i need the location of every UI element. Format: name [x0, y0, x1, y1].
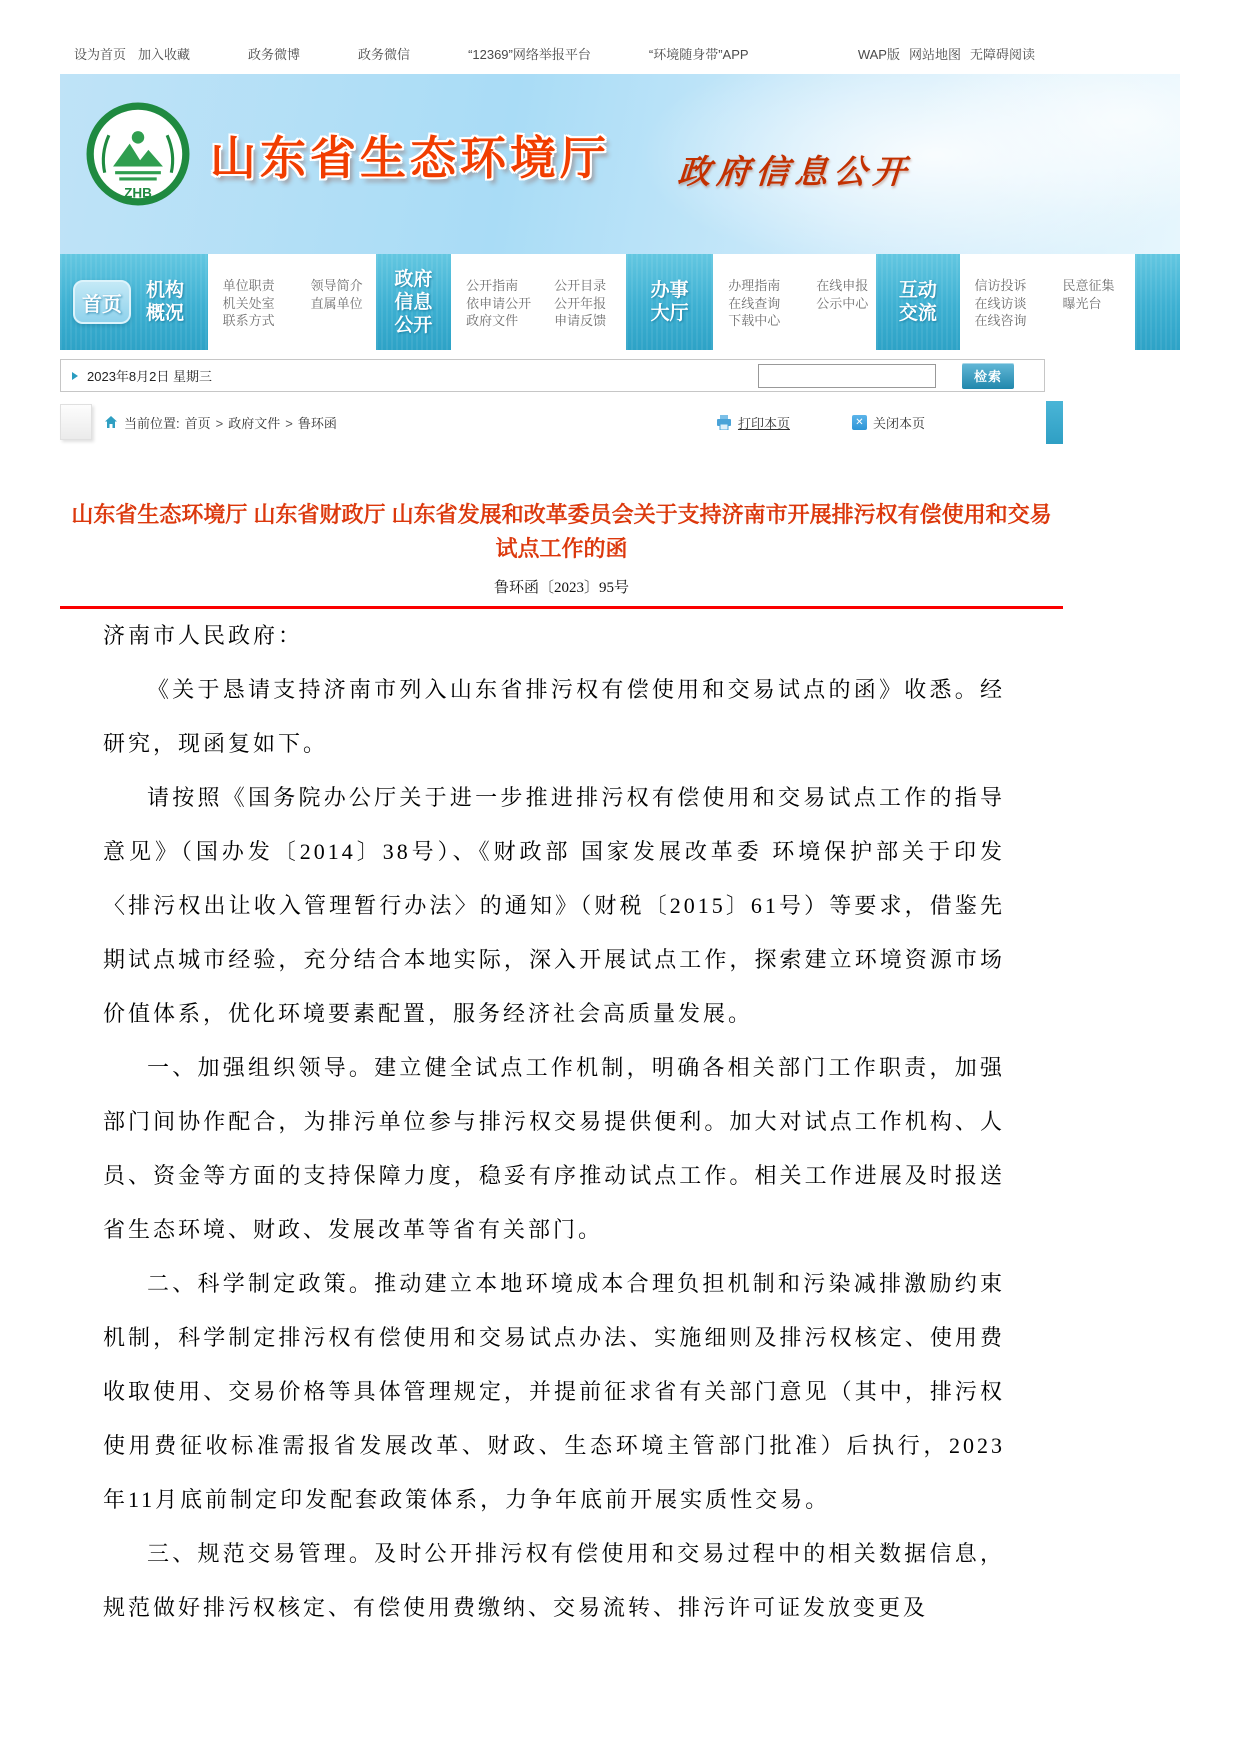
close-page-link[interactable]: 关闭本页: [872, 415, 925, 431]
nav-links-column: [554, 277, 626, 350]
topbar-link[interactable]: 政务微信: [358, 46, 411, 62]
topbar-link[interactable]: 政务微博: [248, 46, 301, 62]
home-icon: [104, 415, 118, 429]
breadcrumb: [60, 404, 1063, 440]
nav-links-column: [728, 277, 800, 350]
logo-text: ZHB: [124, 185, 152, 201]
nav-link[interactable]: 信访投诉: [974, 278, 1027, 293]
document-paragraph: 二、科学制定政策。推动建立本地环境成本合理负担机制和污染减排激励约束机制，科学制定排污权有偿使用和交易试点办法、实施细则及排污权核定、使用费收取使用、交易价格等具体管理规定，并提前征求省有关部门意见（其中，排污权使用费征收标准需报省发展改革、财政、生态环境主管部门批准）后执行，2023年11月底前制定印发配套政策体系，力争年底前开展实质性交易。: [103, 1271, 1005, 1512]
nav-link[interactable]: 政府文件: [466, 313, 519, 328]
nav-links-area: [208, 254, 376, 350]
topbar-link[interactable]: “12369”网络举报平台: [468, 46, 591, 62]
nav-link[interactable]: 公开年报: [554, 295, 607, 311]
document-title-line: 山东省生态环境厅 山东省财政厅 山东省发展和改革委员会关于支持济南市开展排污权有偿使用和交易: [71, 502, 1052, 527]
content-column: [60, 404, 1063, 1725]
nav-link[interactable]: 联系方式: [222, 313, 275, 328]
nav-link[interactable]: 领导简介: [310, 278, 363, 293]
nav-links-area: [960, 254, 1135, 350]
nav-section-block: [876, 254, 959, 350]
nav-links-column: [311, 277, 383, 350]
nav-links-column: [223, 277, 295, 350]
document-paragraph: 一、加强组织领导。建立健全试点工作机制，明确各相关部门工作职责，加强部门间协作配合，为排污单位参与排污权交易提供便利。加大对试点工作机构、人员、资金等方面的支持保障力度，稳妥有序推动试点工作。相关工作进展及时报送省生态环境、财政、发展改革等省有关部门。: [103, 1055, 1005, 1242]
topbar-link[interactable]: WAP版: [857, 46, 900, 62]
topbar-link[interactable]: 无障碍阅读: [969, 46, 1035, 62]
nav-link[interactable]: 公开指南: [466, 278, 519, 293]
nav-filler-block: [1135, 254, 1181, 350]
nav-links-area: [451, 254, 626, 350]
datebar: [60, 359, 1045, 392]
document-paragraph: 三、规范交易管理。及时公开排污权有偿使用和交易过程中的相关数据信息，规范做好排污权核定、有偿使用费缴纳、交易流转、排污许可证发放变更及: [103, 1541, 1005, 1620]
nav-link[interactable]: 在线访谈: [974, 295, 1027, 311]
nav-link[interactable]: 公示中心: [816, 295, 869, 311]
document-paragraph: 济南市人民政府：: [103, 623, 304, 648]
nav-section-block: [376, 254, 452, 350]
nav-link[interactable]: 曝光台: [1062, 295, 1102, 311]
document-title: [60, 498, 1063, 566]
nav-link[interactable]: 在线查询: [728, 295, 781, 311]
printer-icon[interactable]: [716, 415, 732, 430]
search-button[interactable]: 检索: [962, 363, 1014, 389]
document-title-line: 试点工作的函: [495, 536, 628, 561]
nav-link[interactable]: 直属单位: [310, 295, 363, 311]
nav-link[interactable]: 依申请公开: [466, 295, 532, 311]
nav-link[interactable]: 民意征集: [1062, 278, 1115, 293]
print-page-control: [716, 413, 790, 432]
nav-link[interactable]: 机关处室: [222, 295, 275, 311]
nav-section-block: [626, 254, 713, 350]
nav-link[interactable]: 在线申报: [816, 278, 869, 293]
document-body: [60, 609, 1063, 1635]
breadcrumb-item[interactable]: 政府文件: [228, 415, 281, 431]
breadcrumb-item[interactable]: 首页: [184, 415, 211, 431]
breadcrumb-separator: >: [285, 415, 293, 431]
nav-links-column: [466, 277, 538, 350]
banner-slogan: 政府信息公开: [676, 153, 914, 190]
document-number: 鲁环函〔2023〕95号: [493, 580, 629, 596]
breadcrumb-separator: >: [215, 415, 224, 431]
document-paragraph: 《关于恳请支持济南市列入山东省排污权有偿使用和交易试点的函》收悉。经研究，现函复如下。: [103, 677, 1005, 756]
search-input[interactable]: [758, 364, 936, 388]
nav-section-label[interactable]: 互动交流: [898, 280, 937, 324]
nav-link[interactable]: 办理指南: [728, 278, 781, 293]
decorative-strip: [1046, 401, 1063, 444]
topbar-left-links: [60, 44, 858, 63]
current-date: 2023年8月2日 星期三: [87, 369, 212, 384]
main-nav: [60, 254, 1180, 350]
topbar-right-links: [858, 44, 1035, 63]
agency-logo-icon: [86, 102, 190, 206]
nav-section-label[interactable]: 机构概况: [145, 280, 184, 324]
topbar: [60, 38, 1180, 68]
nav-link[interactable]: 单位职责: [222, 278, 275, 293]
document: [60, 440, 1063, 1725]
topbar-link[interactable]: 加入收藏: [138, 46, 191, 62]
nav-section-label[interactable]: 政府信息公开: [394, 268, 433, 336]
document-paragraph: 请按照《国务院办公厅关于进一步推进排污权有偿使用和交易试点工作的指导意见》（国办发〔2014〕38号）、《财政部 国家发展改革委 环境保护部关于印发〈排污权出让收入管理暂行办法〉的通知》（财税〔2015〕61号）等要求，借鉴先期试点城市经验，充分结合本地实际，深入开展试点工作，探索建立环境资源市场价值体系，优化环境要素配置，服务经济社会高质量发展。: [103, 785, 1005, 1026]
breadcrumb-prefix: 当前位置:: [124, 415, 180, 431]
nav-links-column: [975, 277, 1047, 350]
nav-links-column: [1063, 277, 1135, 350]
print-page-link[interactable]: 打印本页: [737, 415, 790, 431]
topbar-link[interactable]: “环境随身带”APP: [648, 46, 749, 62]
nav-home-button[interactable]: 首页: [73, 280, 131, 324]
date-arrow-icon: [72, 372, 78, 380]
nav-link[interactable]: 公开目录: [554, 278, 607, 293]
close-page-control: [852, 413, 925, 432]
close-icon[interactable]: ✕: [852, 415, 867, 430]
corner-tab: [60, 404, 92, 440]
site-title: 山东省生态环境厅: [210, 132, 610, 184]
nav-block-home: [60, 254, 208, 350]
banner: [60, 74, 1180, 254]
nav-link[interactable]: 下载中心: [728, 313, 781, 328]
nav-link[interactable]: 申请反馈: [554, 313, 607, 328]
topbar-link[interactable]: 设为首页: [74, 46, 127, 62]
nav-link[interactable]: 在线咨询: [974, 313, 1027, 328]
nav-links-area: [713, 254, 876, 350]
nav-section-label[interactable]: 办事大厅: [650, 280, 689, 324]
topbar-link[interactable]: 网站地图: [908, 46, 961, 62]
page: [60, 0, 1180, 1725]
breadcrumb-items: [185, 413, 337, 432]
breadcrumb-item: 鲁环函: [297, 415, 337, 431]
